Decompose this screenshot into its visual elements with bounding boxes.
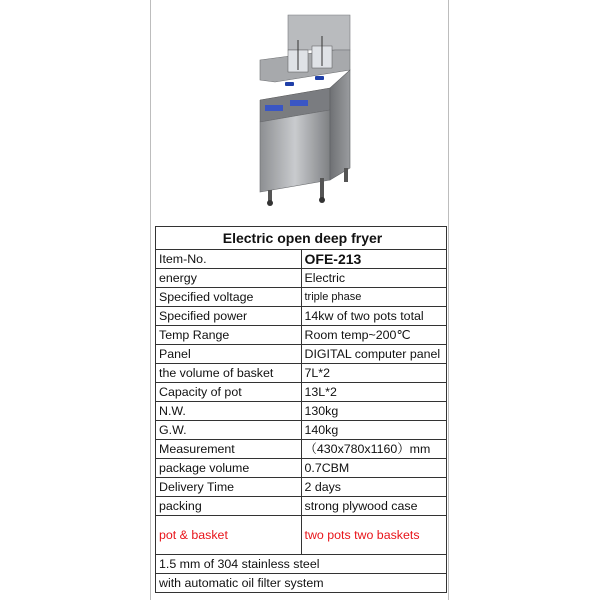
note-oil-filter: with automatic oil filter system	[156, 574, 447, 593]
row-label-energy: energy	[156, 269, 302, 288]
row-label-item-no: Item-No.	[156, 250, 302, 269]
row-label-delivery-time: Delivery Time	[156, 478, 302, 497]
row-label-net-weight: N.W.	[156, 402, 302, 421]
row-value-panel: DIGITAL computer panel	[301, 345, 447, 364]
row-label-power: Specified power	[156, 307, 302, 326]
row-label-basket-volume: the volume of basket	[156, 364, 302, 383]
row-label-voltage: Specified voltage	[156, 288, 302, 307]
row-value-measurement: （430x780x1160）mm	[301, 440, 447, 459]
deep-fryer-product-image	[230, 10, 380, 210]
row-label-package-volume: package volume	[156, 459, 302, 478]
frame-right-border	[448, 0, 449, 600]
row-value-power: 14kw of two pots total	[301, 307, 447, 326]
row-label-temp-range: Temp Range	[156, 326, 302, 345]
row-value-delivery-time: 2 days	[301, 478, 447, 497]
row-label-measurement: Measurement	[156, 440, 302, 459]
row-value-energy: Electric	[301, 269, 447, 288]
row-value-net-weight: 130kg	[301, 402, 447, 421]
row-label-pot-capacity: Capacity of pot	[156, 383, 302, 402]
row-value-basket-volume: 7L*2	[301, 364, 447, 383]
row-value-item-no: OFE-213	[301, 250, 447, 269]
row-label-panel: Panel	[156, 345, 302, 364]
row-value-pot-basket: two pots two baskets	[301, 516, 447, 555]
row-label-gross-weight: G.W.	[156, 421, 302, 440]
row-value-voltage: triple phase	[301, 288, 447, 307]
row-label-packing: packing	[156, 497, 302, 516]
spec-table	[155, 226, 447, 593]
row-value-temp-range: Room temp~200℃	[301, 326, 447, 345]
row-value-packing: strong plywood case	[301, 497, 447, 516]
row-value-pot-capacity: 13L*2	[301, 383, 447, 402]
row-value-gross-weight: 140kg	[301, 421, 447, 440]
row-value-package-volume: 0.7CBM	[301, 459, 447, 478]
note-stainless-steel: 1.5 mm of 304 stainless steel	[156, 555, 447, 574]
row-label-pot-basket: pot & basket	[156, 516, 302, 555]
frame-left-border	[150, 0, 151, 600]
table-title: Electric open deep fryer	[156, 227, 447, 250]
